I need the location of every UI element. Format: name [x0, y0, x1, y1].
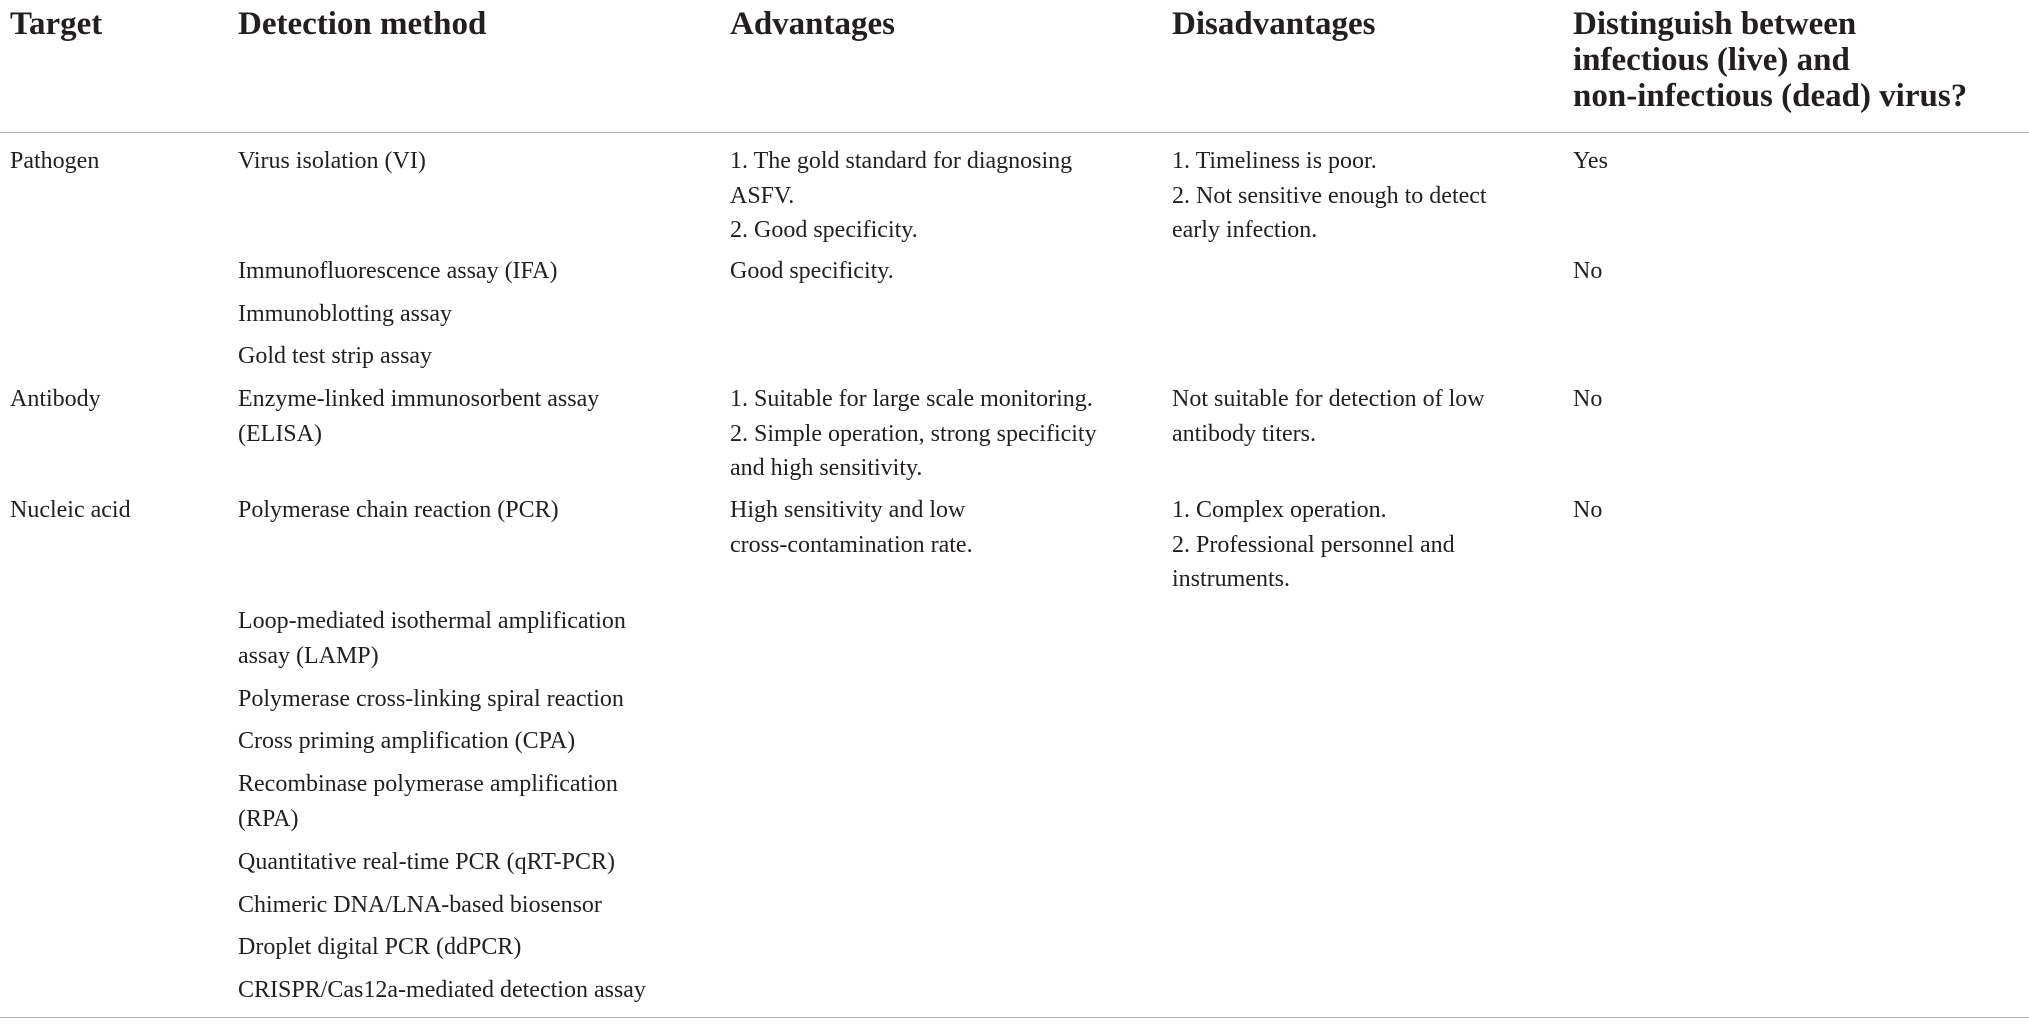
disadvantages-pcr [1172, 493, 1455, 597]
method-qrt-pcr: Quantitative real-time PCR (qRT-PCR) [238, 849, 615, 875]
distinguish-ifa: No [1573, 258, 1603, 284]
advantages-pcr [730, 493, 973, 562]
method-elisa [238, 382, 599, 451]
method-gold-test-strip: Gold test strip assay [238, 343, 432, 369]
disadvantages-line: antibody titers. [1172, 420, 1316, 447]
advantages-line: and high sensitivity. [730, 455, 923, 481]
distinguish-elisa: No [1573, 386, 1603, 412]
method-line: Recombinase polymerase amplification [238, 771, 618, 797]
advantages-ifa: Good specificity. [730, 258, 894, 284]
method-chimeric-biosensor: Chimeric DNA/LNA-based biosensor [238, 892, 602, 918]
disadvantages-line: instruments. [1172, 566, 1290, 592]
header-detection-method: Detection method [238, 6, 487, 42]
target-nucleic-acid: Nucleic acid [10, 497, 131, 523]
method-line: (RPA) [238, 805, 299, 832]
advantages-line: 2. Good specificity. [730, 217, 918, 243]
method-ifa: Immunofluorescence assay (IFA) [238, 258, 558, 284]
method-lamp [238, 604, 626, 673]
disadvantages-line: 1. Timeliness is poor. [1172, 148, 1377, 174]
disadvantages-line: early infection. [1172, 217, 1318, 243]
advantages-elisa [730, 382, 1097, 486]
advantages-virus-isolation [730, 144, 1072, 248]
method-virus-isolation: Virus isolation (VI) [238, 148, 426, 174]
header-advantages: Advantages [730, 6, 896, 42]
advantages-line: 2. Simple operation, strong specificity [730, 420, 1097, 447]
method-line: assay (LAMP) [238, 642, 379, 669]
method-line: Loop-mediated isothermal amplification [238, 608, 626, 634]
method-crispr: CRISPR/Cas12a-mediated detection assay [238, 977, 646, 1003]
header-disadvantages: Disadvantages [1172, 6, 1376, 42]
disadvantages-virus-isolation [1172, 144, 1487, 248]
distinguish-virus-isolation: Yes [1573, 148, 1608, 174]
disadvantages-line: 2. Professional personnel and [1172, 531, 1455, 558]
method-rpa [238, 767, 618, 836]
disadvantages-elisa [1172, 382, 1485, 451]
header-distinguish-line: infectious (live) and [1573, 42, 1850, 78]
advantages-line: 1. The gold standard for diagnosing [730, 148, 1073, 174]
table-bottom-rule [0, 1017, 2029, 1018]
advantages-line: cross-contamination rate. [730, 531, 973, 558]
disadvantages-line: 1. Complex operation. [1172, 497, 1387, 523]
advantages-line: High sensitivity and low [730, 497, 966, 523]
method-line: (ELISA) [238, 420, 322, 447]
method-ddpcr: Droplet digital PCR (ddPCR) [238, 934, 522, 960]
advantages-line: ASFV. [730, 182, 795, 209]
header-distinguish [1573, 6, 1967, 114]
method-line: Enzyme-linked immunosorbent assay [238, 386, 600, 412]
distinguish-pcr: No [1573, 497, 1603, 523]
disadvantages-line: 2. Not sensitive enough to detect [1172, 182, 1487, 209]
method-immunoblotting: Immunoblotting assay [238, 301, 452, 327]
advantages-line: 1. Suitable for large scale monitoring. [730, 386, 1093, 412]
header-distinguish-line: Distinguish between [1573, 6, 1857, 42]
method-cpa: Cross priming amplification (CPA) [238, 728, 576, 754]
target-antibody: Antibody [10, 386, 101, 412]
method-pcr: Polymerase chain reaction (PCR) [238, 497, 559, 523]
header-distinguish-line: non-infectious (dead) virus? [1573, 78, 1968, 114]
target-pathogen: Pathogen [10, 148, 100, 174]
header-target: Target [10, 6, 103, 42]
table-header [0, 0, 2029, 133]
method-pclsr: Polymerase cross-linking spiral reaction [238, 686, 624, 712]
disadvantages-line: Not suitable for detection of low [1172, 386, 1485, 412]
